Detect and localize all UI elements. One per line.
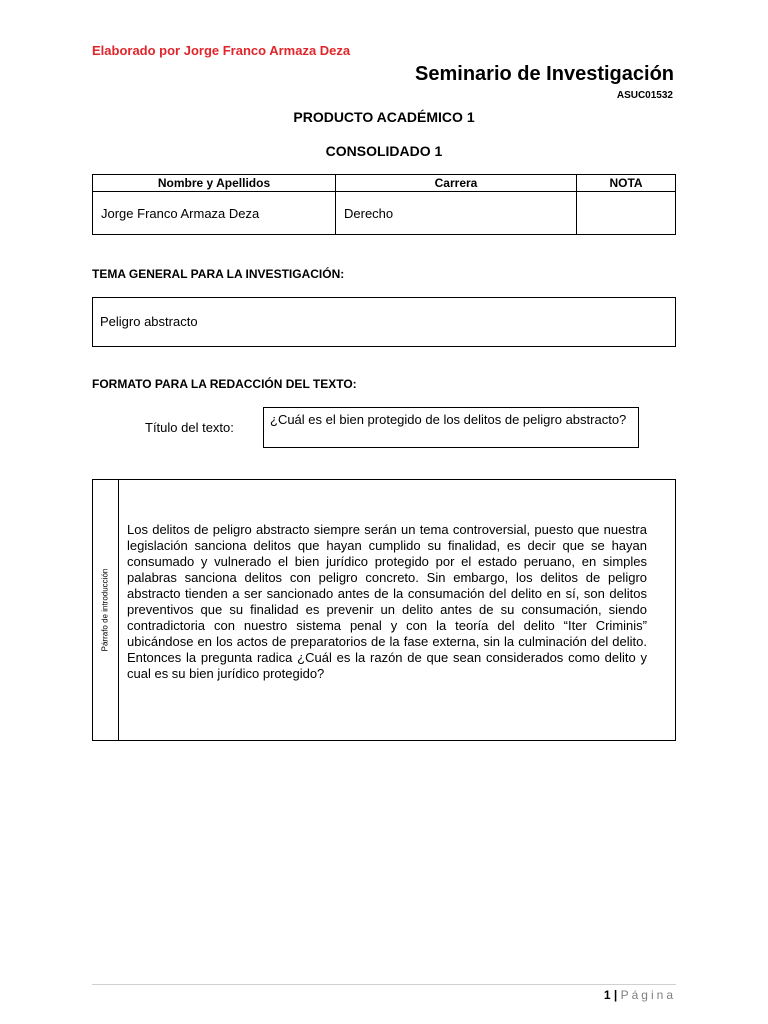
page-footer	[604, 988, 676, 1002]
header-name: Nombre y Apellidos	[93, 175, 336, 192]
course-code: ASUC01532	[616, 90, 673, 101]
student-info-table	[92, 174, 676, 235]
title-box	[263, 407, 639, 448]
theme-value: Peligro abstracto	[100, 314, 198, 329]
format-label: FORMATO PARA LA REDACCIÓN DEL TEXTO:	[92, 377, 357, 391]
product-heading: PRODUCTO ACADÉMICO 1	[293, 109, 475, 125]
title-label: Título del texto:	[145, 420, 234, 435]
theme-box	[92, 297, 676, 347]
intro-paragraph: Los delitos de peligro abstracto siempre serán un tema controversial, puesto que nuestra legislación sanciona delitos que hayan cumplido su finalidad, es decir que se hayan consumado y vulnerado el bien jurídico protegido por el estado peruano, en simples palabras sanciona delitos con peligro concreto. Sin embargo, los delitos de peligro abstracto tienden a ser sancionado antes de la consumación del delito en sí, son delitos preventivos que su finalidad es prevenir un delito antes de su consumación, siendo contradictoria con nuestro sistema penal y con la teoría del delito “Iter Criminis” ubicándose en los actos de preparatorios de la fase externa, sin la culminación del delito. Entonces la pregunta radica ¿Cuál es la razón de que sean considerados como delito y cual es su bien jurídico protegido?	[127, 522, 647, 681]
cell-grade	[577, 192, 676, 235]
theme-label: TEMA GENERAL PARA LA INVESTIGACIÓN:	[92, 267, 345, 281]
page-word: Página	[620, 988, 676, 1002]
intro-side-column	[93, 480, 119, 740]
title-value: ¿Cuál es el bien protegido de los delitos de peligro abstracto?	[270, 412, 627, 427]
cell-name: Jorge Franco Armaza Deza	[93, 192, 336, 235]
intro-side-label: Párrafo de introducción	[100, 568, 110, 652]
intro-box	[92, 479, 676, 741]
course-title: Seminario de Investigación	[415, 63, 674, 85]
header-career: Carrera	[336, 175, 577, 192]
footer-divider	[92, 984, 676, 985]
author-credit: Elaborado por Jorge Franco Armaza Deza	[92, 43, 351, 58]
footer-separator: |	[613, 988, 618, 1002]
page-number: 1	[603, 988, 611, 1002]
header-grade: NOTA	[577, 175, 676, 192]
cell-career: Derecho	[336, 192, 577, 235]
table-header-row	[93, 175, 676, 192]
table-row	[93, 192, 676, 235]
consolidado-heading: CONSOLIDADO 1	[325, 143, 443, 159]
